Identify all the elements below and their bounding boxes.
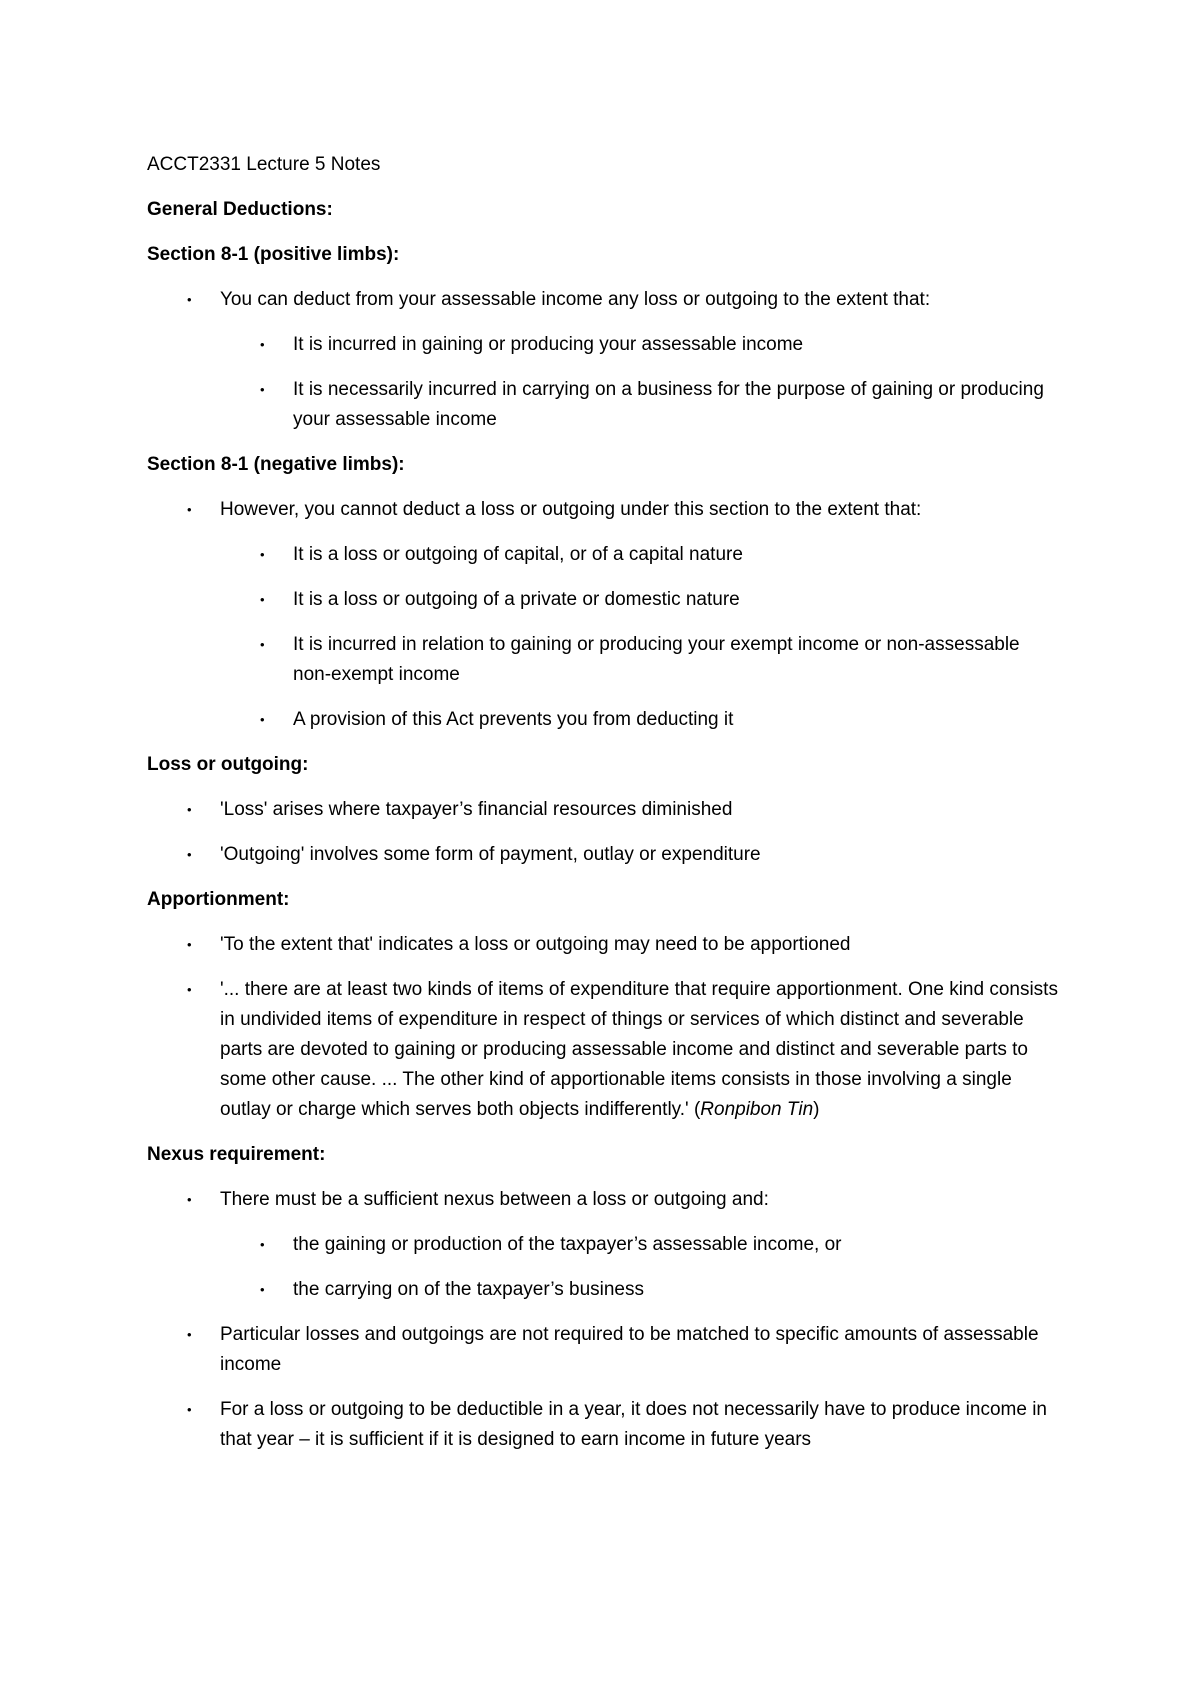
- document-body: [147, 150, 1062, 1470]
- list-item-text: [220, 975, 1062, 1125]
- list-item-text: [220, 930, 1062, 960]
- bullet-icon: •: [260, 1237, 265, 1252]
- bullet-icon: •: [187, 847, 192, 862]
- document-title: ACCT2331 Lecture 5 Notes: [147, 154, 381, 175]
- bullet-list: [147, 285, 1062, 435]
- bullet-icon: •: [187, 1192, 192, 1207]
- item-text-main: It is incurred in relation to gaining or producing your exempt income or non-assessable non-exempt income: [293, 634, 1020, 685]
- item-text-main: A provision of this Act prevents you from deducting it: [293, 709, 734, 730]
- item-text-main: However, you cannot deduct a loss or outgoing under this section to the extent that:: [220, 499, 922, 520]
- sub-list-item: [147, 585, 1062, 615]
- list-item-text: [220, 285, 1062, 315]
- bullet-list: [147, 1185, 1062, 1455]
- case-name: Ronpibon Tin: [700, 1099, 814, 1120]
- item-text-main: It is a loss or outgoing of a private or domestic nature: [293, 589, 740, 610]
- bullet-icon: •: [260, 712, 265, 727]
- sub-list-item: [147, 630, 1062, 690]
- bullet-icon: •: [187, 982, 192, 997]
- section-heading: Section 8-1 (positive limbs):: [147, 244, 400, 265]
- item-text-main: It is incurred in gaining or producing your assessable income: [293, 334, 804, 355]
- list-item-text: [293, 1230, 1062, 1260]
- list-item: [147, 795, 1062, 825]
- bullet-icon: •: [260, 382, 265, 397]
- list-item: [147, 495, 1062, 525]
- main-heading: General Deductions:: [147, 199, 333, 220]
- item-text-after: ): [813, 1099, 820, 1120]
- list-item-text: [293, 630, 1062, 690]
- list-item-text: [220, 1320, 1062, 1380]
- section-heading: Nexus requirement:: [147, 1144, 326, 1165]
- list-item: [147, 840, 1062, 870]
- sub-list-item: [147, 705, 1062, 735]
- item-text-main: '... there are at least two kinds of items of expenditure that require apportionment. One kind consists in undivided items of expenditure in respect of things or services of which distinct and severable parts are devoted to gaining or producing assessable income and distinct and severable parts to some other cause. ... The other kind of apportionable items consists in those involving a single outlay or charge which serves both objects indifferently.' (: [220, 979, 1058, 1120]
- list-item-text: [220, 1185, 1062, 1215]
- item-text-main: It is a loss or outgoing of capital, or of a capital nature: [293, 544, 743, 565]
- list-item: [147, 975, 1062, 1125]
- list-item-text: [220, 795, 1062, 825]
- list-item-text: [220, 1395, 1062, 1455]
- item-text-main: 'To the extent that' indicates a loss or outgoing may need to be apportioned: [220, 934, 851, 955]
- list-item-text: [293, 330, 1062, 360]
- bullet-icon: •: [187, 1327, 192, 1342]
- list-item: [147, 1185, 1062, 1215]
- list-item: [147, 1320, 1062, 1380]
- list-item-text: [293, 375, 1062, 435]
- bullet-list: [147, 795, 1062, 870]
- bullet-list: [147, 930, 1062, 1125]
- bullet-list: [147, 495, 1062, 735]
- item-text-main: the gaining or production of the taxpayer’s assessable income, or: [293, 1234, 842, 1255]
- list-item-text: [220, 495, 1062, 525]
- bullet-icon: •: [187, 502, 192, 517]
- list-item-text: [293, 1275, 1062, 1305]
- item-text-main: It is necessarily incurred in carrying on a business for the purpose of gaining or producing your assessable income: [293, 379, 1044, 430]
- list-item-text: [293, 540, 1062, 570]
- item-text-main: the carrying on of the taxpayer’s business: [293, 1279, 644, 1300]
- bullet-icon: •: [260, 637, 265, 652]
- list-item-text: [293, 705, 1062, 735]
- list-item: [147, 285, 1062, 315]
- item-text-main: 'Outgoing' involves some form of payment, outlay or expenditure: [220, 844, 761, 865]
- sub-list-item: [147, 375, 1062, 435]
- list-item: [147, 930, 1062, 960]
- item-text-main: Particular losses and outgoings are not required to be matched to specific amounts of assessable income: [220, 1324, 1039, 1375]
- section-heading: Loss or outgoing:: [147, 754, 309, 775]
- list-item-text: [220, 840, 1062, 870]
- bullet-icon: •: [187, 1402, 192, 1417]
- list-item-text: [293, 585, 1062, 615]
- bullet-icon: •: [187, 292, 192, 307]
- sub-list-item: [147, 1275, 1062, 1305]
- bullet-icon: •: [187, 937, 192, 952]
- bullet-icon: •: [260, 1282, 265, 1297]
- list-item: [147, 1395, 1062, 1455]
- item-text-main: For a loss or outgoing to be deductible in a year, it does not necessarily have to produce income in that year – it is sufficient if it is designed to earn income in future years: [220, 1399, 1047, 1450]
- section-heading: Section 8-1 (negative limbs):: [147, 454, 405, 475]
- section-heading: Apportionment:: [147, 889, 290, 910]
- bullet-icon: •: [187, 802, 192, 817]
- sub-list-item: [147, 1230, 1062, 1260]
- item-text-main: There must be a sufficient nexus between a loss or outgoing and:: [220, 1189, 769, 1210]
- sub-list-item: [147, 330, 1062, 360]
- bullet-icon: •: [260, 337, 265, 352]
- sections-container: [147, 240, 1062, 1455]
- item-text-main: You can deduct from your assessable income any loss or outgoing to the extent that:: [220, 289, 931, 310]
- bullet-icon: •: [260, 547, 265, 562]
- item-text-main: 'Loss' arises where taxpayer’s financial resources diminished: [220, 799, 733, 820]
- sub-list-item: [147, 540, 1062, 570]
- bullet-icon: •: [260, 592, 265, 607]
